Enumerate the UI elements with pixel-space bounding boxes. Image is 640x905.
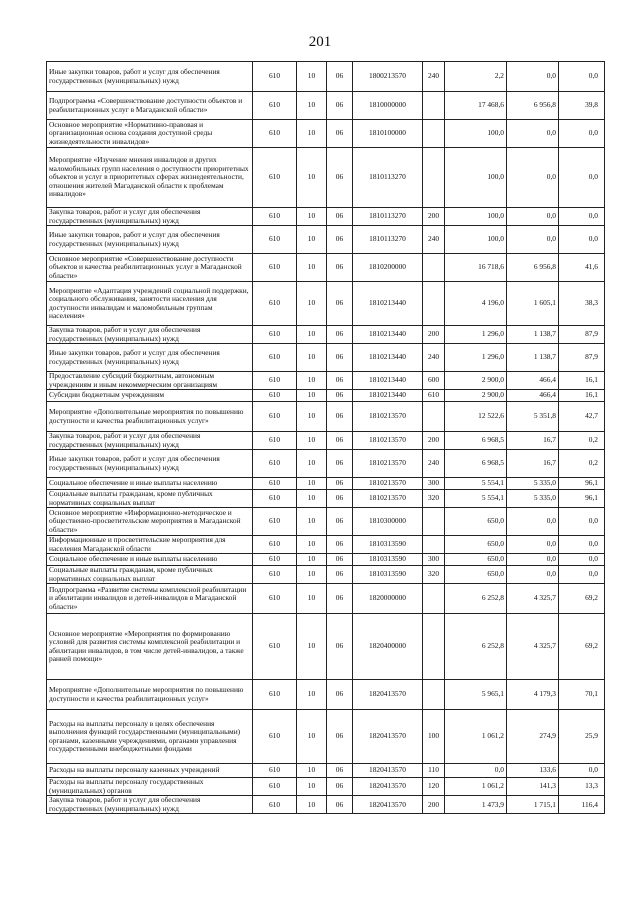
row-actual-amount: 6 956,8 [507,254,559,282]
row-subsection-code: 06 [327,254,353,282]
row-section-code: 10 [297,148,327,208]
row-actual-amount: 4 179,3 [507,680,559,710]
row-plan-amount: 100,0 [445,208,507,226]
row-expense-type-code [423,680,445,710]
row-plan-amount: 5 554,1 [445,490,507,508]
table-row [47,710,605,764]
row-subsection-code: 06 [327,566,353,584]
row-percent: 116,4 [559,796,605,814]
row-percent: 13,3 [559,778,605,796]
row-ministry-code: 610 [253,796,297,814]
row-section-code: 10 [297,450,327,478]
row-subsection-code: 06 [327,584,353,614]
row-ministry-code: 610 [253,680,297,710]
row-subsection-code: 06 [327,490,353,508]
table-row [47,390,605,402]
row-percent: 0,0 [559,148,605,208]
row-expense-type-code [423,148,445,208]
row-target-code: 1810213440 [353,326,423,344]
row-expense-type-code: 200 [423,796,445,814]
row-ministry-code: 610 [253,490,297,508]
table-row [47,326,605,344]
row-percent: 0,0 [559,764,605,778]
row-ministry-code: 610 [253,390,297,402]
row-subsection-code: 06 [327,478,353,490]
table-row [47,226,605,254]
row-target-code: 1810200000 [353,254,423,282]
row-ministry-code: 610 [253,566,297,584]
row-subsection-code: 06 [327,148,353,208]
row-subsection-code: 06 [327,120,353,148]
row-expense-type-code [423,584,445,614]
row-name: Закупка товаров, работ и услуг для обеспечения государственных (муниципальных) нужд [47,208,253,226]
row-expense-type-code: 600 [423,372,445,390]
row-target-code: 1810113270 [353,148,423,208]
row-name: Подпрограмма «Развитие системы комплексной реабилитации и абилитации инвалидов и детей-инвалидов в Магаданской области» [47,584,253,614]
row-subsection-code: 06 [327,92,353,120]
row-plan-amount: 650,0 [445,536,507,554]
row-target-code: 1810213440 [353,282,423,326]
row-subsection-code: 06 [327,554,353,566]
table-row [47,282,605,326]
row-name: Расходы на выплаты персоналу в целях обеспечения выполнения функций государственными (муниципальными) органами, казенными учреждениями, органами управления государственными внебюджетными фондами [47,710,253,764]
row-subsection-code: 06 [327,432,353,450]
row-target-code: 1820413570 [353,710,423,764]
row-plan-amount: 1 473,9 [445,796,507,814]
row-actual-amount: 6 956,8 [507,92,559,120]
row-ministry-code: 610 [253,208,297,226]
row-name: Информационные и просветительские мероприятия для населения Магаданской области [47,536,253,554]
row-ministry-code: 610 [253,432,297,450]
row-target-code: 1820413570 [353,680,423,710]
row-section-code: 10 [297,614,327,680]
table-row [47,554,605,566]
row-ministry-code: 610 [253,584,297,614]
row-percent: 0,0 [559,208,605,226]
row-plan-amount: 5 965,1 [445,680,507,710]
row-section-code: 10 [297,92,327,120]
row-percent: 0,2 [559,432,605,450]
row-section-code: 10 [297,326,327,344]
row-ministry-code: 610 [253,326,297,344]
row-name: Социальные выплаты гражданам, кроме публичных нормативных социальных выплат [47,566,253,584]
row-expense-type-code [423,536,445,554]
row-section-code: 10 [297,490,327,508]
row-subsection-code: 06 [327,402,353,432]
row-target-code: 1810213440 [353,372,423,390]
table-row [47,254,605,282]
table-row [47,450,605,478]
row-ministry-code: 610 [253,254,297,282]
row-target-code: 1810213570 [353,490,423,508]
row-section-code: 10 [297,254,327,282]
row-ministry-code: 610 [253,450,297,478]
row-expense-type-code [423,508,445,536]
row-actual-amount: 1 715,1 [507,796,559,814]
table-body [47,62,605,814]
row-percent: 0,2 [559,450,605,478]
row-percent: 0,0 [559,62,605,92]
table-row [47,148,605,208]
row-percent: 38,3 [559,282,605,326]
row-actual-amount: 466,4 [507,372,559,390]
row-percent: 41,6 [559,254,605,282]
row-percent: 39,8 [559,92,605,120]
row-actual-amount: 466,4 [507,390,559,402]
row-expense-type-code: 120 [423,778,445,796]
row-plan-amount: 1 061,2 [445,710,507,764]
row-plan-amount: 100,0 [445,120,507,148]
row-actual-amount: 0,0 [507,148,559,208]
row-ministry-code: 610 [253,344,297,372]
row-plan-amount: 650,0 [445,508,507,536]
row-subsection-code: 06 [327,450,353,478]
row-percent: 0,0 [559,120,605,148]
row-name: Иные закупки товаров, работ и услуг для обеспечения государственных (муниципальных) нужд [47,62,253,92]
row-actual-amount: 141,3 [507,778,559,796]
row-expense-type-code [423,402,445,432]
row-actual-amount: 5 335,0 [507,490,559,508]
row-actual-amount: 1 138,7 [507,326,559,344]
row-ministry-code: 610 [253,372,297,390]
row-actual-amount: 274,9 [507,710,559,764]
row-section-code: 10 [297,566,327,584]
row-subsection-code: 06 [327,390,353,402]
row-percent: 0,0 [559,536,605,554]
row-actual-amount: 0,0 [507,62,559,92]
row-target-code: 1810213570 [353,432,423,450]
row-expense-type-code [423,614,445,680]
row-ministry-code: 610 [253,92,297,120]
table-row [47,62,605,92]
row-expense-type-code: 240 [423,344,445,372]
row-subsection-code: 06 [327,344,353,372]
row-ministry-code: 610 [253,508,297,536]
table-row [47,372,605,390]
row-ministry-code: 610 [253,148,297,208]
row-plan-amount: 6 252,8 [445,614,507,680]
row-ministry-code: 610 [253,778,297,796]
row-section-code: 10 [297,554,327,566]
row-subsection-code: 06 [327,372,353,390]
row-plan-amount: 1 296,0 [445,344,507,372]
row-expense-type-code: 200 [423,208,445,226]
row-plan-amount: 16 718,6 [445,254,507,282]
row-name: Основное мероприятие «Мероприятия по формированию условий для развития системы комплексной реабилитации и абилитации инвалидов, в том числе детей-инвалидов, а также ранней помощи» [47,614,253,680]
table-row [47,778,605,796]
budget-table [46,61,605,814]
row-plan-amount: 2 900,0 [445,372,507,390]
row-name: Иные закупки товаров, работ и услуг для обеспечения государственных (муниципальных) нужд [47,344,253,372]
row-plan-amount: 6 968,5 [445,450,507,478]
row-section-code: 10 [297,120,327,148]
row-actual-amount: 0,0 [507,208,559,226]
row-percent: 87,9 [559,326,605,344]
row-section-code: 10 [297,536,327,554]
row-name: Расходы на выплаты персоналу казенных учреждений [47,764,253,778]
row-section-code: 10 [297,402,327,432]
table-row [47,796,605,814]
row-actual-amount: 16,7 [507,450,559,478]
table-row [47,584,605,614]
row-plan-amount: 6 968,5 [445,432,507,450]
row-plan-amount: 17 468,6 [445,92,507,120]
row-expense-type-code [423,282,445,326]
row-target-code: 1810213570 [353,450,423,478]
row-plan-amount: 0,0 [445,764,507,778]
row-target-code: 1810313590 [353,536,423,554]
row-percent: 96,1 [559,478,605,490]
row-section-code: 10 [297,344,327,372]
row-name: Основное мероприятие «Нормативно-правовая и организационная основа создания доступной среды жизнедеятельности инвалидов» [47,120,253,148]
row-name: Закупка товаров, работ и услуг для обеспечения государственных (муниципальных) нужд [47,326,253,344]
page-number: 201 [308,34,332,50]
row-target-code: 1810100000 [353,120,423,148]
row-ministry-code: 610 [253,226,297,254]
row-target-code: 1810213440 [353,390,423,402]
row-actual-amount: 133,6 [507,764,559,778]
row-target-code: 1800213570 [353,62,423,92]
row-percent: 16,1 [559,390,605,402]
row-subsection-code: 06 [327,710,353,764]
row-actual-amount: 4 325,7 [507,584,559,614]
row-plan-amount: 100,0 [445,226,507,254]
row-name: Предоставление субсидий бюджетным, автономным учреждениям и иным некоммерческим организациям [47,372,253,390]
row-expense-type-code: 100 [423,710,445,764]
row-target-code: 1810213570 [353,402,423,432]
row-plan-amount: 5 554,1 [445,478,507,490]
row-expense-type-code [423,254,445,282]
row-section-code: 10 [297,282,327,326]
row-section-code: 10 [297,478,327,490]
row-name: Основное мероприятие «Совершенствование доступности объектов и качества реабилитационных услуг в Магаданской области» [47,254,253,282]
row-name: Мероприятие «Дополнительные мероприятия по повышению доступности и качества реабилитационных услуг» [47,680,253,710]
row-target-code: 1810113270 [353,226,423,254]
row-name: Закупка товаров, работ и услуг для обеспечения государственных (муниципальных) нужд [47,432,253,450]
row-expense-type-code [423,120,445,148]
row-expense-type-code: 610 [423,390,445,402]
row-actual-amount: 0,0 [507,554,559,566]
table-row [47,344,605,372]
row-name: Иные закупки товаров, работ и услуг для обеспечения государственных (муниципальных) нужд [47,226,253,254]
row-subsection-code: 06 [327,536,353,554]
row-target-code: 1810300000 [353,508,423,536]
row-section-code: 10 [297,390,327,402]
row-section-code: 10 [297,432,327,450]
row-target-code: 1810000000 [353,92,423,120]
row-subsection-code: 06 [327,778,353,796]
row-ministry-code: 610 [253,282,297,326]
row-target-code: 1810313590 [353,554,423,566]
row-plan-amount: 1 296,0 [445,326,507,344]
row-target-code: 1810213570 [353,478,423,490]
table-row [47,92,605,120]
row-section-code: 10 [297,764,327,778]
row-expense-type-code: 240 [423,62,445,92]
row-target-code: 1820413570 [353,796,423,814]
row-percent: 69,2 [559,614,605,680]
table-row [47,566,605,584]
row-percent: 96,1 [559,490,605,508]
row-actual-amount: 1 605,1 [507,282,559,326]
table-row [47,120,605,148]
row-percent: 87,9 [559,344,605,372]
row-plan-amount: 1 061,2 [445,778,507,796]
table-row [47,614,605,680]
row-subsection-code: 06 [327,62,353,92]
table-row [47,508,605,536]
table-row [47,402,605,432]
row-target-code: 1820400000 [353,614,423,680]
row-section-code: 10 [297,778,327,796]
row-actual-amount: 1 138,7 [507,344,559,372]
row-name: Социальные выплаты гражданам, кроме публичных нормативных социальных выплат [47,490,253,508]
row-target-code: 1810113270 [353,208,423,226]
row-name: Закупка товаров, работ и услуг для обеспечения государственных (муниципальных) нужд [47,796,253,814]
row-section-code: 10 [297,584,327,614]
table-row [47,536,605,554]
row-expense-type-code: 320 [423,490,445,508]
row-expense-type-code: 200 [423,432,445,450]
row-ministry-code: 610 [253,710,297,764]
row-name: Мероприятие «Адаптация учреждений социальной поддержки, социального обслуживания, занятости населения для доступности инвалидам и маломобильным группам населения» [47,282,253,326]
table-row [47,478,605,490]
row-section-code: 10 [297,372,327,390]
row-subsection-code: 06 [327,614,353,680]
row-subsection-code: 06 [327,226,353,254]
row-subsection-code: 06 [327,764,353,778]
row-actual-amount: 0,0 [507,120,559,148]
row-name: Социальное обеспечение и иные выплаты населению [47,554,253,566]
row-actual-amount: 5 351,8 [507,402,559,432]
row-plan-amount: 650,0 [445,566,507,584]
row-expense-type-code: 300 [423,478,445,490]
row-target-code: 1810213440 [353,344,423,372]
row-name: Расходы на выплаты персоналу государственных (муниципальных) органов [47,778,253,796]
row-actual-amount: 0,0 [507,508,559,536]
row-percent: 25,9 [559,710,605,764]
row-percent: 69,2 [559,584,605,614]
row-percent: 0,0 [559,554,605,566]
row-percent: 0,0 [559,566,605,584]
row-plan-amount: 2,2 [445,62,507,92]
row-actual-amount: 16,7 [507,432,559,450]
row-plan-amount: 4 196,0 [445,282,507,326]
table-row [47,680,605,710]
row-section-code: 10 [297,508,327,536]
row-subsection-code: 06 [327,326,353,344]
table-row [47,764,605,778]
row-section-code: 10 [297,796,327,814]
row-ministry-code: 610 [253,62,297,92]
row-target-code: 1820000000 [353,584,423,614]
row-plan-amount: 2 900,0 [445,390,507,402]
row-name: Мероприятие «Дополнительные мероприятия по повышению доступности и качества реабилитационных услуг» [47,402,253,432]
row-plan-amount: 6 252,8 [445,584,507,614]
row-ministry-code: 610 [253,478,297,490]
row-actual-amount: 4 325,7 [507,614,559,680]
row-subsection-code: 06 [327,796,353,814]
table-row [47,208,605,226]
row-expense-type-code [423,92,445,120]
table-row [47,432,605,450]
row-subsection-code: 06 [327,208,353,226]
row-target-code: 1820413570 [353,764,423,778]
row-section-code: 10 [297,226,327,254]
row-section-code: 10 [297,62,327,92]
row-actual-amount: 0,0 [507,226,559,254]
row-expense-type-code: 300 [423,554,445,566]
row-percent: 0,0 [559,508,605,536]
row-name: Мероприятие «Изучение мнения инвалидов и других маломобильных групп населения о доступности приоритетных объектов и услуг в приоритетных сферах жизнедеятельности, отношения жителей Магаданской области к проблемам инвалидов» [47,148,253,208]
row-subsection-code: 06 [327,680,353,710]
row-section-code: 10 [297,680,327,710]
row-target-code: 1820413570 [353,778,423,796]
row-target-code: 1810313590 [353,566,423,584]
row-ministry-code: 610 [253,402,297,432]
row-actual-amount: 0,0 [507,536,559,554]
row-expense-type-code: 240 [423,226,445,254]
row-percent: 16,1 [559,372,605,390]
row-name: Подпрограмма «Совершенствование доступности объектов и реабилитационных услуг в Магаданской области» [47,92,253,120]
row-section-code: 10 [297,208,327,226]
row-actual-amount: 5 335,0 [507,478,559,490]
row-name: Иные закупки товаров, работ и услуг для обеспечения государственных (муниципальных) нужд [47,450,253,478]
row-percent: 42,7 [559,402,605,432]
row-name: Социальное обеспечение и иные выплаты населению [47,478,253,490]
row-percent: 70,1 [559,680,605,710]
row-expense-type-code: 110 [423,764,445,778]
row-plan-amount: 100,0 [445,148,507,208]
row-expense-type-code: 240 [423,450,445,478]
row-actual-amount: 0,0 [507,566,559,584]
table-row [47,490,605,508]
row-ministry-code: 610 [253,536,297,554]
row-ministry-code: 610 [253,614,297,680]
row-ministry-code: 610 [253,554,297,566]
row-expense-type-code: 200 [423,326,445,344]
row-ministry-code: 610 [253,764,297,778]
row-name: Субсидии бюджетным учреждениям [47,390,253,402]
row-plan-amount: 12 522,6 [445,402,507,432]
row-name: Основное мероприятие «Информационно-методическое и общественно-просветительские мероприятия в Магаданской области» [47,508,253,536]
row-subsection-code: 06 [327,508,353,536]
row-plan-amount: 650,0 [445,554,507,566]
row-ministry-code: 610 [253,120,297,148]
row-section-code: 10 [297,710,327,764]
row-expense-type-code: 320 [423,566,445,584]
row-percent: 0,0 [559,226,605,254]
row-subsection-code: 06 [327,282,353,326]
